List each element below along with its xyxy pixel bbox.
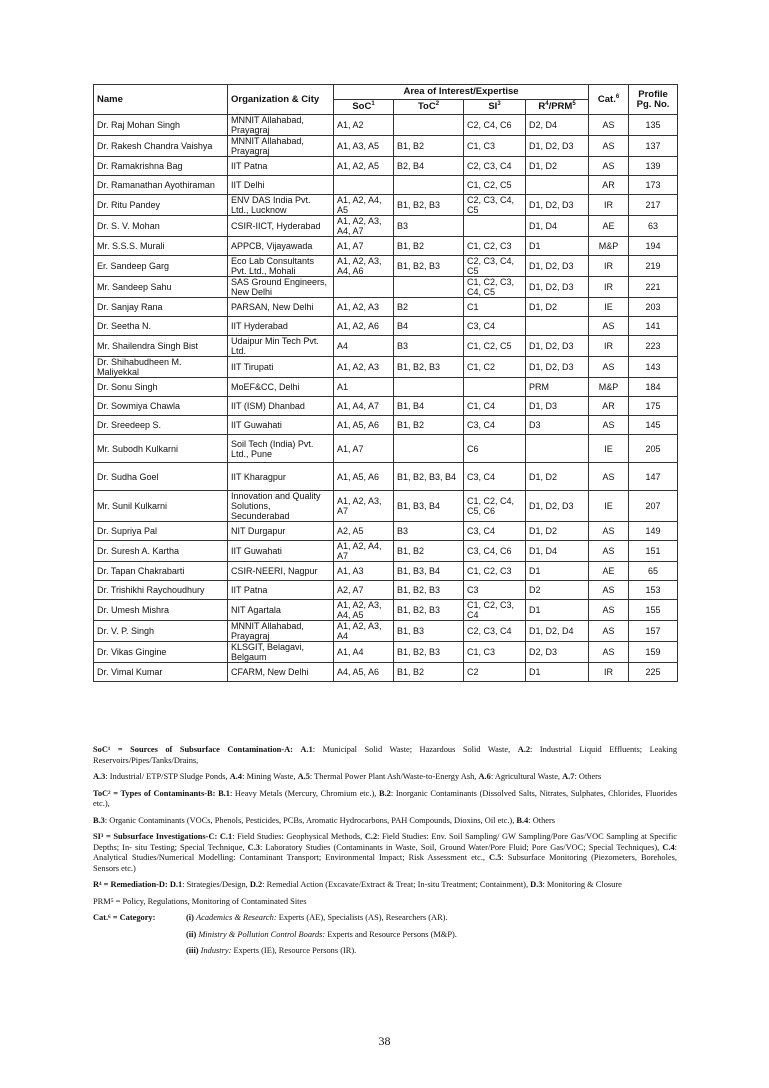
cell-org: CFARM, New Delhi <box>228 663 334 682</box>
cell-pg: 153 <box>629 581 678 600</box>
cell-soc <box>334 176 394 195</box>
cat-item-2: (ii) Ministry & Pollution Control Boards: Experts and Resource Persons (M&P). <box>186 929 457 939</box>
cell-toc: B1, B2, B3 <box>394 256 464 277</box>
cell-soc: A1 <box>334 378 394 397</box>
cell-toc <box>394 176 464 195</box>
cell-si: C2 <box>464 663 526 682</box>
header-cat: Cat.$^6$ <box>589 85 629 115</box>
cell-soc: A1, A2, A3 <box>334 357 394 378</box>
cell-si: C3 <box>464 581 526 600</box>
cell-soc: A1, A2, A3, A4 <box>334 621 394 642</box>
cell-toc: B1, B2 <box>394 663 464 682</box>
cell-org: IIT Patna <box>228 157 334 176</box>
cell-toc: B3 <box>394 336 464 357</box>
cell-r: D1 <box>526 562 589 581</box>
cell-soc: A1, A2, A4, A7 <box>334 541 394 562</box>
cell-r <box>526 317 589 336</box>
table-row <box>94 642 678 663</box>
table-row <box>94 522 678 541</box>
cell-name: Dr. Sowmiya Chawla <box>94 397 228 416</box>
cell-org: CSIR-IICT, Hyderabad <box>228 216 334 237</box>
note-soc-2: A.3: Industrial/ ETP/STP Sludge Ponds, A.4: Mining Waste, A.5: Thermal Power Plant Ash/Waste-to-Energy Ash, A.6: Agricultural Waste, A.7: Others <box>93 772 602 781</box>
cell-r: D3 <box>526 416 589 435</box>
cell-name: Dr. Umesh Mishra <box>94 600 228 621</box>
cell-name: Dr. Trishikhi Raychoudhury <box>94 581 228 600</box>
table-row <box>94 237 678 256</box>
cell-toc: B1, B4 <box>394 397 464 416</box>
cell-pg: 141 <box>629 317 678 336</box>
cell-soc: A1, A2, A3, A4, A6 <box>334 256 394 277</box>
cell-r: D1 <box>526 237 589 256</box>
cell-si: C3, C4 <box>464 416 526 435</box>
cell-soc: A1, A7 <box>334 435 394 463</box>
cell-r: D1, D2 <box>526 157 589 176</box>
cell-org: CSIR-NEERI, Nagpur <box>228 562 334 581</box>
cell-si: C1, C2, C4, C5, C6 <box>464 491 526 522</box>
cell-org: Innovation and Quality Solutions, Secunderabad <box>228 491 334 522</box>
note-r: R⁴ = Remediation-D: D.1: Strategies/Design, D.2: Remedial Action (Excavate/Extract & Treat; In-situ Treatment; Containment), D.3: Monitoring & Closure <box>93 880 622 889</box>
cell-org: IIT Kharagpur <box>228 463 334 491</box>
cell-pg: 221 <box>629 277 678 298</box>
cell-cat: AE <box>589 562 629 581</box>
cell-si: C1, C2 <box>464 357 526 378</box>
header-r-prm: $R^4/PRM^5$ <box>526 100 589 115</box>
cell-cat: AS <box>589 600 629 621</box>
cell-toc: B1, B3, B4 <box>394 491 464 522</box>
cell-org: IIT Guwahati <box>228 541 334 562</box>
cell-pg: 173 <box>629 176 678 195</box>
cell-soc: A1, A2, A3, A7 <box>334 491 394 522</box>
cell-soc: A4, A5, A6 <box>334 663 394 682</box>
cell-r: PRM <box>526 378 589 397</box>
cell-toc: B1, B2, B3 <box>394 642 464 663</box>
cell-org: KLSGIT, Belagavi, Belgaum <box>228 642 334 663</box>
cell-org: NIT Durgapur <box>228 522 334 541</box>
cell-soc: A1, A5, A6 <box>334 463 394 491</box>
cell-pg: 184 <box>629 378 678 397</box>
cell-org: MoEF&CC, Delhi <box>228 378 334 397</box>
cell-name: Mr. Subodh Kulkarni <box>94 435 228 463</box>
cell-name: Dr. S. V. Mohan <box>94 216 228 237</box>
header-name: Name <box>94 85 228 115</box>
cell-org: IIT (ISM) Dhanbad <box>228 397 334 416</box>
cell-org: MNNIT Allahabad, Prayagraj <box>228 621 334 642</box>
table-row <box>94 562 678 581</box>
cell-toc: B2 <box>394 298 464 317</box>
cell-org: IIT Guwahati <box>228 416 334 435</box>
cell-si: C1, C2, C5 <box>464 336 526 357</box>
cell-si: C1, C3 <box>464 642 526 663</box>
cell-si: C1, C2, C3 <box>464 562 526 581</box>
cell-cat: AS <box>589 115 629 136</box>
cell-name: Dr. Sanjay Rana <box>94 298 228 317</box>
table-row <box>94 157 678 176</box>
cell-soc: A1, A4 <box>334 642 394 663</box>
cell-pg: 151 <box>629 541 678 562</box>
cell-soc: A1, A2 <box>334 115 394 136</box>
cell-toc: B1, B2 <box>394 416 464 435</box>
cell-soc: A4 <box>334 336 394 357</box>
cell-cat: IE <box>589 298 629 317</box>
cell-r: D1, D2, D3 <box>526 136 589 157</box>
cell-org: ENV DAS India Pvt. Ltd., Lucknow <box>228 195 334 216</box>
cell-cat: M&P <box>589 378 629 397</box>
cell-cat: AS <box>589 317 629 336</box>
cell-r <box>526 176 589 195</box>
cell-cat: IR <box>589 277 629 298</box>
cell-cat: AS <box>589 357 629 378</box>
table-row <box>94 298 678 317</box>
header-si: $SI^3$ <box>464 100 526 115</box>
cell-soc: A2, A7 <box>334 581 394 600</box>
cell-pg: 219 <box>629 256 678 277</box>
cell-si: C2, C3, C4, C5 <box>464 195 526 216</box>
cell-si: C3, C4, C6 <box>464 541 526 562</box>
table-row <box>94 336 678 357</box>
cell-soc: A1, A5, A6 <box>334 416 394 435</box>
legend-notes <box>93 745 677 969</box>
header-toc: ToC$^2$ <box>394 100 464 115</box>
cell-si: C3, C4 <box>464 317 526 336</box>
cell-soc: A1, A3, A5 <box>334 136 394 157</box>
cell-soc: A2, A5 <box>334 522 394 541</box>
cell-si <box>464 378 526 397</box>
cell-name: Dr. Sudha Goel <box>94 463 228 491</box>
cell-toc: B1, B2, B3, B4 <box>394 463 464 491</box>
cell-r: D1, D2, D4 <box>526 621 589 642</box>
cell-org: MNNIT Allahabad, Prayagraj <box>228 115 334 136</box>
cell-r: D1, D3 <box>526 397 589 416</box>
cell-soc: A1, A2, A3 <box>334 298 394 317</box>
cell-cat: IR <box>589 256 629 277</box>
cell-name: Er. Sandeep Garg <box>94 256 228 277</box>
cell-pg: 149 <box>629 522 678 541</box>
cell-cat: AS <box>589 416 629 435</box>
cell-cat: AS <box>589 541 629 562</box>
cell-name: Dr. Raj Mohan Singh <box>94 115 228 136</box>
header-area: Area of Interest/Expertise <box>334 85 589 100</box>
cell-name: Dr. Sonu Singh <box>94 378 228 397</box>
cell-name: Dr. Sreedeep S. <box>94 416 228 435</box>
cell-name: Dr. Ramakrishna Bag <box>94 157 228 176</box>
cell-cat: AS <box>589 621 629 642</box>
cell-r: D2, D4 <box>526 115 589 136</box>
cell-name: Mr. Sandeep Sahu <box>94 277 228 298</box>
table-row <box>94 357 678 378</box>
cell-name: Mr. Sunil Kulkarni <box>94 491 228 522</box>
cell-org: Soil Tech (India) Pvt. Ltd., Pune <box>228 435 334 463</box>
cell-soc: A1, A2, A3, A4, A7 <box>334 216 394 237</box>
page-number: 38 <box>378 1034 391 1048</box>
cell-name: Mr. Shailendra Singh Bist <box>94 336 228 357</box>
cell-cat: IR <box>589 663 629 682</box>
header-org: Organization & City <box>228 85 334 115</box>
table-row <box>94 463 678 491</box>
cell-soc: A1, A2, A4, A5 <box>334 195 394 216</box>
cell-r: D1, D2 <box>526 298 589 317</box>
cell-soc <box>334 277 394 298</box>
cell-r: D1, D2 <box>526 522 589 541</box>
cell-pg: 205 <box>629 435 678 463</box>
cell-pg: 143 <box>629 357 678 378</box>
cell-pg: 155 <box>629 600 678 621</box>
cell-pg: 65 <box>629 562 678 581</box>
table-row <box>94 136 678 157</box>
cell-toc <box>394 277 464 298</box>
cell-si: C3, C4 <box>464 522 526 541</box>
cell-pg: 157 <box>629 621 678 642</box>
table-row <box>94 600 678 621</box>
cell-pg: 137 <box>629 136 678 157</box>
table-row <box>94 435 678 463</box>
cell-toc: B1, B2 <box>394 136 464 157</box>
cell-pg: 207 <box>629 491 678 522</box>
cell-r: D2, D3 <box>526 642 589 663</box>
cell-pg: 145 <box>629 416 678 435</box>
cell-cat: IE <box>589 435 629 463</box>
cell-org: Eco Lab Consultants Pvt. Ltd., Mohali <box>228 256 334 277</box>
cell-si <box>464 216 526 237</box>
cell-toc: B1, B2, B3 <box>394 195 464 216</box>
table-row <box>94 317 678 336</box>
cell-org: MNNIT Allahabad, Prayagraj <box>228 136 334 157</box>
cell-r: D1, D2, D3 <box>526 277 589 298</box>
note-toc: ToC² = Types of Contaminants-B: B.1: Heavy Metals (Mercury, Chromium etc.), B.2: Inorganic Contaminants (Dissolved Salts, Nitrates, Sulphates, Chlorides, Fluorides etc.), <box>93 788 678 808</box>
cell-toc: B1, B2, B3 <box>394 600 464 621</box>
table-row <box>94 663 678 682</box>
cell-soc: A1, A7 <box>334 237 394 256</box>
cell-toc: B1, B2, B3 <box>394 581 464 600</box>
cell-cat: M&P <box>589 237 629 256</box>
cell-r: D1, D2, D3 <box>526 357 589 378</box>
cell-soc: A1, A2, A3, A4, A5 <box>334 600 394 621</box>
cell-cat: AS <box>589 136 629 157</box>
table-row <box>94 216 678 237</box>
cell-toc <box>394 378 464 397</box>
cell-cat: AS <box>589 642 629 663</box>
cell-si: C3, C4 <box>464 463 526 491</box>
cell-pg: 139 <box>629 157 678 176</box>
cell-toc: B1, B2, B3 <box>394 357 464 378</box>
cell-org: IIT Hyderabad <box>228 317 334 336</box>
cell-toc: B3 <box>394 216 464 237</box>
cell-r: D1, D4 <box>526 541 589 562</box>
cell-pg: 147 <box>629 463 678 491</box>
cell-org: PARSAN, New Delhi <box>228 298 334 317</box>
cell-cat: AR <box>589 397 629 416</box>
cell-si: C1, C2, C5 <box>464 176 526 195</box>
table-row <box>94 581 678 600</box>
table-row <box>94 277 678 298</box>
header-profile: Profile Pg. No. <box>629 85 678 115</box>
cell-toc: B3 <box>394 522 464 541</box>
cell-name: Dr. Vimal Kumar <box>94 663 228 682</box>
table-row <box>94 256 678 277</box>
cell-si: C1, C4 <box>464 397 526 416</box>
cell-r: D2 <box>526 581 589 600</box>
experts-table <box>93 84 678 682</box>
cell-r: D1, D2, D3 <box>526 256 589 277</box>
cell-r <box>526 435 589 463</box>
cell-pg: 217 <box>629 195 678 216</box>
cell-cat: AS <box>589 581 629 600</box>
cell-si: C1, C3 <box>464 136 526 157</box>
cell-org: IIT Delhi <box>228 176 334 195</box>
cell-cat: AE <box>589 216 629 237</box>
cell-si: C2, C3, C4, C5 <box>464 256 526 277</box>
cell-si: C1, C2, C3, C4, C5 <box>464 277 526 298</box>
table-row <box>94 397 678 416</box>
cell-cat: AR <box>589 176 629 195</box>
cell-pg: 175 <box>629 397 678 416</box>
cell-org: NIT Agartala <box>228 600 334 621</box>
cell-name: Dr. Ramanathan Ayothiraman <box>94 176 228 195</box>
cell-org: IIT Tirupati <box>228 357 334 378</box>
cell-pg: 159 <box>629 642 678 663</box>
table-row <box>94 176 678 195</box>
cell-org: Udaipur Min Tech Pvt. Ltd. <box>228 336 334 357</box>
cell-name: Dr. Supriya Pal <box>94 522 228 541</box>
cell-si: C2, C4, C6 <box>464 115 526 136</box>
note-prm: PRM⁵ = Policy, Regulations, Monitoring of Contaminated Sites <box>93 896 307 906</box>
cell-toc <box>394 435 464 463</box>
table-row <box>94 491 678 522</box>
cat-item-1: (i) Academics & Research: Experts (AE), Specialists (AS), Researchers (AR). <box>186 913 448 922</box>
cell-toc: B1, B2 <box>394 237 464 256</box>
cell-name: Dr. Vikas Gingine <box>94 642 228 663</box>
cell-cat: IR <box>589 195 629 216</box>
cell-toc <box>394 115 464 136</box>
table-row <box>94 115 678 136</box>
cat-item-3: (iii) Industry: Experts (IE), Resource Persons (IR). <box>186 946 357 955</box>
note-toc-2: B.3: Organic Contaminants (VOCs, Phenols, Pesticides, PCBs, Aromatic Hydrocarbons, PAH Compounds, Dioxins, Oil etc.), B.4: Others <box>93 815 556 825</box>
cell-soc: A1, A2, A5 <box>334 157 394 176</box>
cell-toc: B4 <box>394 317 464 336</box>
note-si: SI³ = Subsurface Investigations-C: C.1: Field Studies: Geophysical Methods, C.2: Field Studies: Env. Soil Sampling/ GW Sampling/Pore Gas/VOC Sampling at Specific Depths; In- situ Testing; Special Technique, C.3: Laboratory Studies (Contaminants in Waste, Soil, Ground Water/Pore Fluid; Pore Gas/VOC; Special Techniques), C.4: Analytical Studies/Numerical Modelling: Contaminant Transport; Environmental Impact; Risk Assessment etc., C.5: Subsurface Monitoring (Piezometers, Boreholes, Sensors etc.) <box>93 832 678 873</box>
cell-toc: B1, B2 <box>394 541 464 562</box>
cell-cat: AS <box>589 463 629 491</box>
cell-si: C6 <box>464 435 526 463</box>
note-cat: Cat.⁶ = Category: (i) Academics & Research: Experts (AE), Specialists (AS), Researchers (AR). (ii) Ministry & Pollution Control Boards: Experts and Resource Persons (M&P). (iii) Industry: Experts (IE), Resource Persons (IR). <box>93 913 457 955</box>
cell-org: IIT Patna <box>228 581 334 600</box>
table-row <box>94 378 678 397</box>
cell-toc: B1, B3, B4 <box>394 562 464 581</box>
cell-name: Mr. S.S.S. Murali <box>94 237 228 256</box>
cell-r: D1 <box>526 600 589 621</box>
cell-r: D1, D2, D3 <box>526 195 589 216</box>
cell-toc: B2, B4 <box>394 157 464 176</box>
table-row <box>94 195 678 216</box>
cell-name: Dr. Seetha N. <box>94 317 228 336</box>
header-soc: SoC$^1$ <box>334 100 394 115</box>
note-soc: SoC¹ = Sources of Subsurface Contamination-A: A.1: Municipal Solid Waste; Hazardous Solid Waste, A.2: Industrial Liquid Effluents; Leaking Reservoirs/Pipes/Tanks/Drains, <box>93 745 678 765</box>
table-row <box>94 541 678 562</box>
cell-r: D1, D4 <box>526 216 589 237</box>
cell-name: Dr. Rakesh Chandra Vaishya <box>94 136 228 157</box>
cell-name: Dr. Tapan Chakrabarti <box>94 562 228 581</box>
cell-pg: 223 <box>629 336 678 357</box>
cell-toc: B1, B3 <box>394 621 464 642</box>
cell-r: D1, D2, D3 <box>526 491 589 522</box>
cell-name: Dr. V. P. Singh <box>94 621 228 642</box>
cell-si: C1, C2, C3, C4 <box>464 600 526 621</box>
cell-name: Dr. Shihabudheen M. Maliyekkal <box>94 357 228 378</box>
cell-pg: 194 <box>629 237 678 256</box>
cell-name: Dr. Suresh A. Kartha <box>94 541 228 562</box>
cell-si: C1 <box>464 298 526 317</box>
cell-pg: 203 <box>629 298 678 317</box>
cell-r: D1, D2, D3 <box>526 336 589 357</box>
table-row <box>94 621 678 642</box>
cell-pg: 135 <box>629 115 678 136</box>
cell-soc: A1, A3 <box>334 562 394 581</box>
cell-r: D1, D2 <box>526 463 589 491</box>
cell-cat: IR <box>589 336 629 357</box>
cell-pg: 63 <box>629 216 678 237</box>
cell-pg: 225 <box>629 663 678 682</box>
table-row <box>94 416 678 435</box>
cell-cat: IE <box>589 491 629 522</box>
cell-r: D1 <box>526 663 589 682</box>
cell-org: APPCB, Vijayawada <box>228 237 334 256</box>
cell-org: SAS Ground Engineers, New Delhi <box>228 277 334 298</box>
cell-name: Dr. Ritu Pandey <box>94 195 228 216</box>
cell-cat: AS <box>589 157 629 176</box>
cell-soc: A1, A4, A7 <box>334 397 394 416</box>
cell-si: C1, C2, C3 <box>464 237 526 256</box>
cell-cat: AS <box>589 522 629 541</box>
cell-soc: A1, A2, A6 <box>334 317 394 336</box>
cell-si: C2, C3, C4 <box>464 157 526 176</box>
cell-si: C2, C3, C4 <box>464 621 526 642</box>
